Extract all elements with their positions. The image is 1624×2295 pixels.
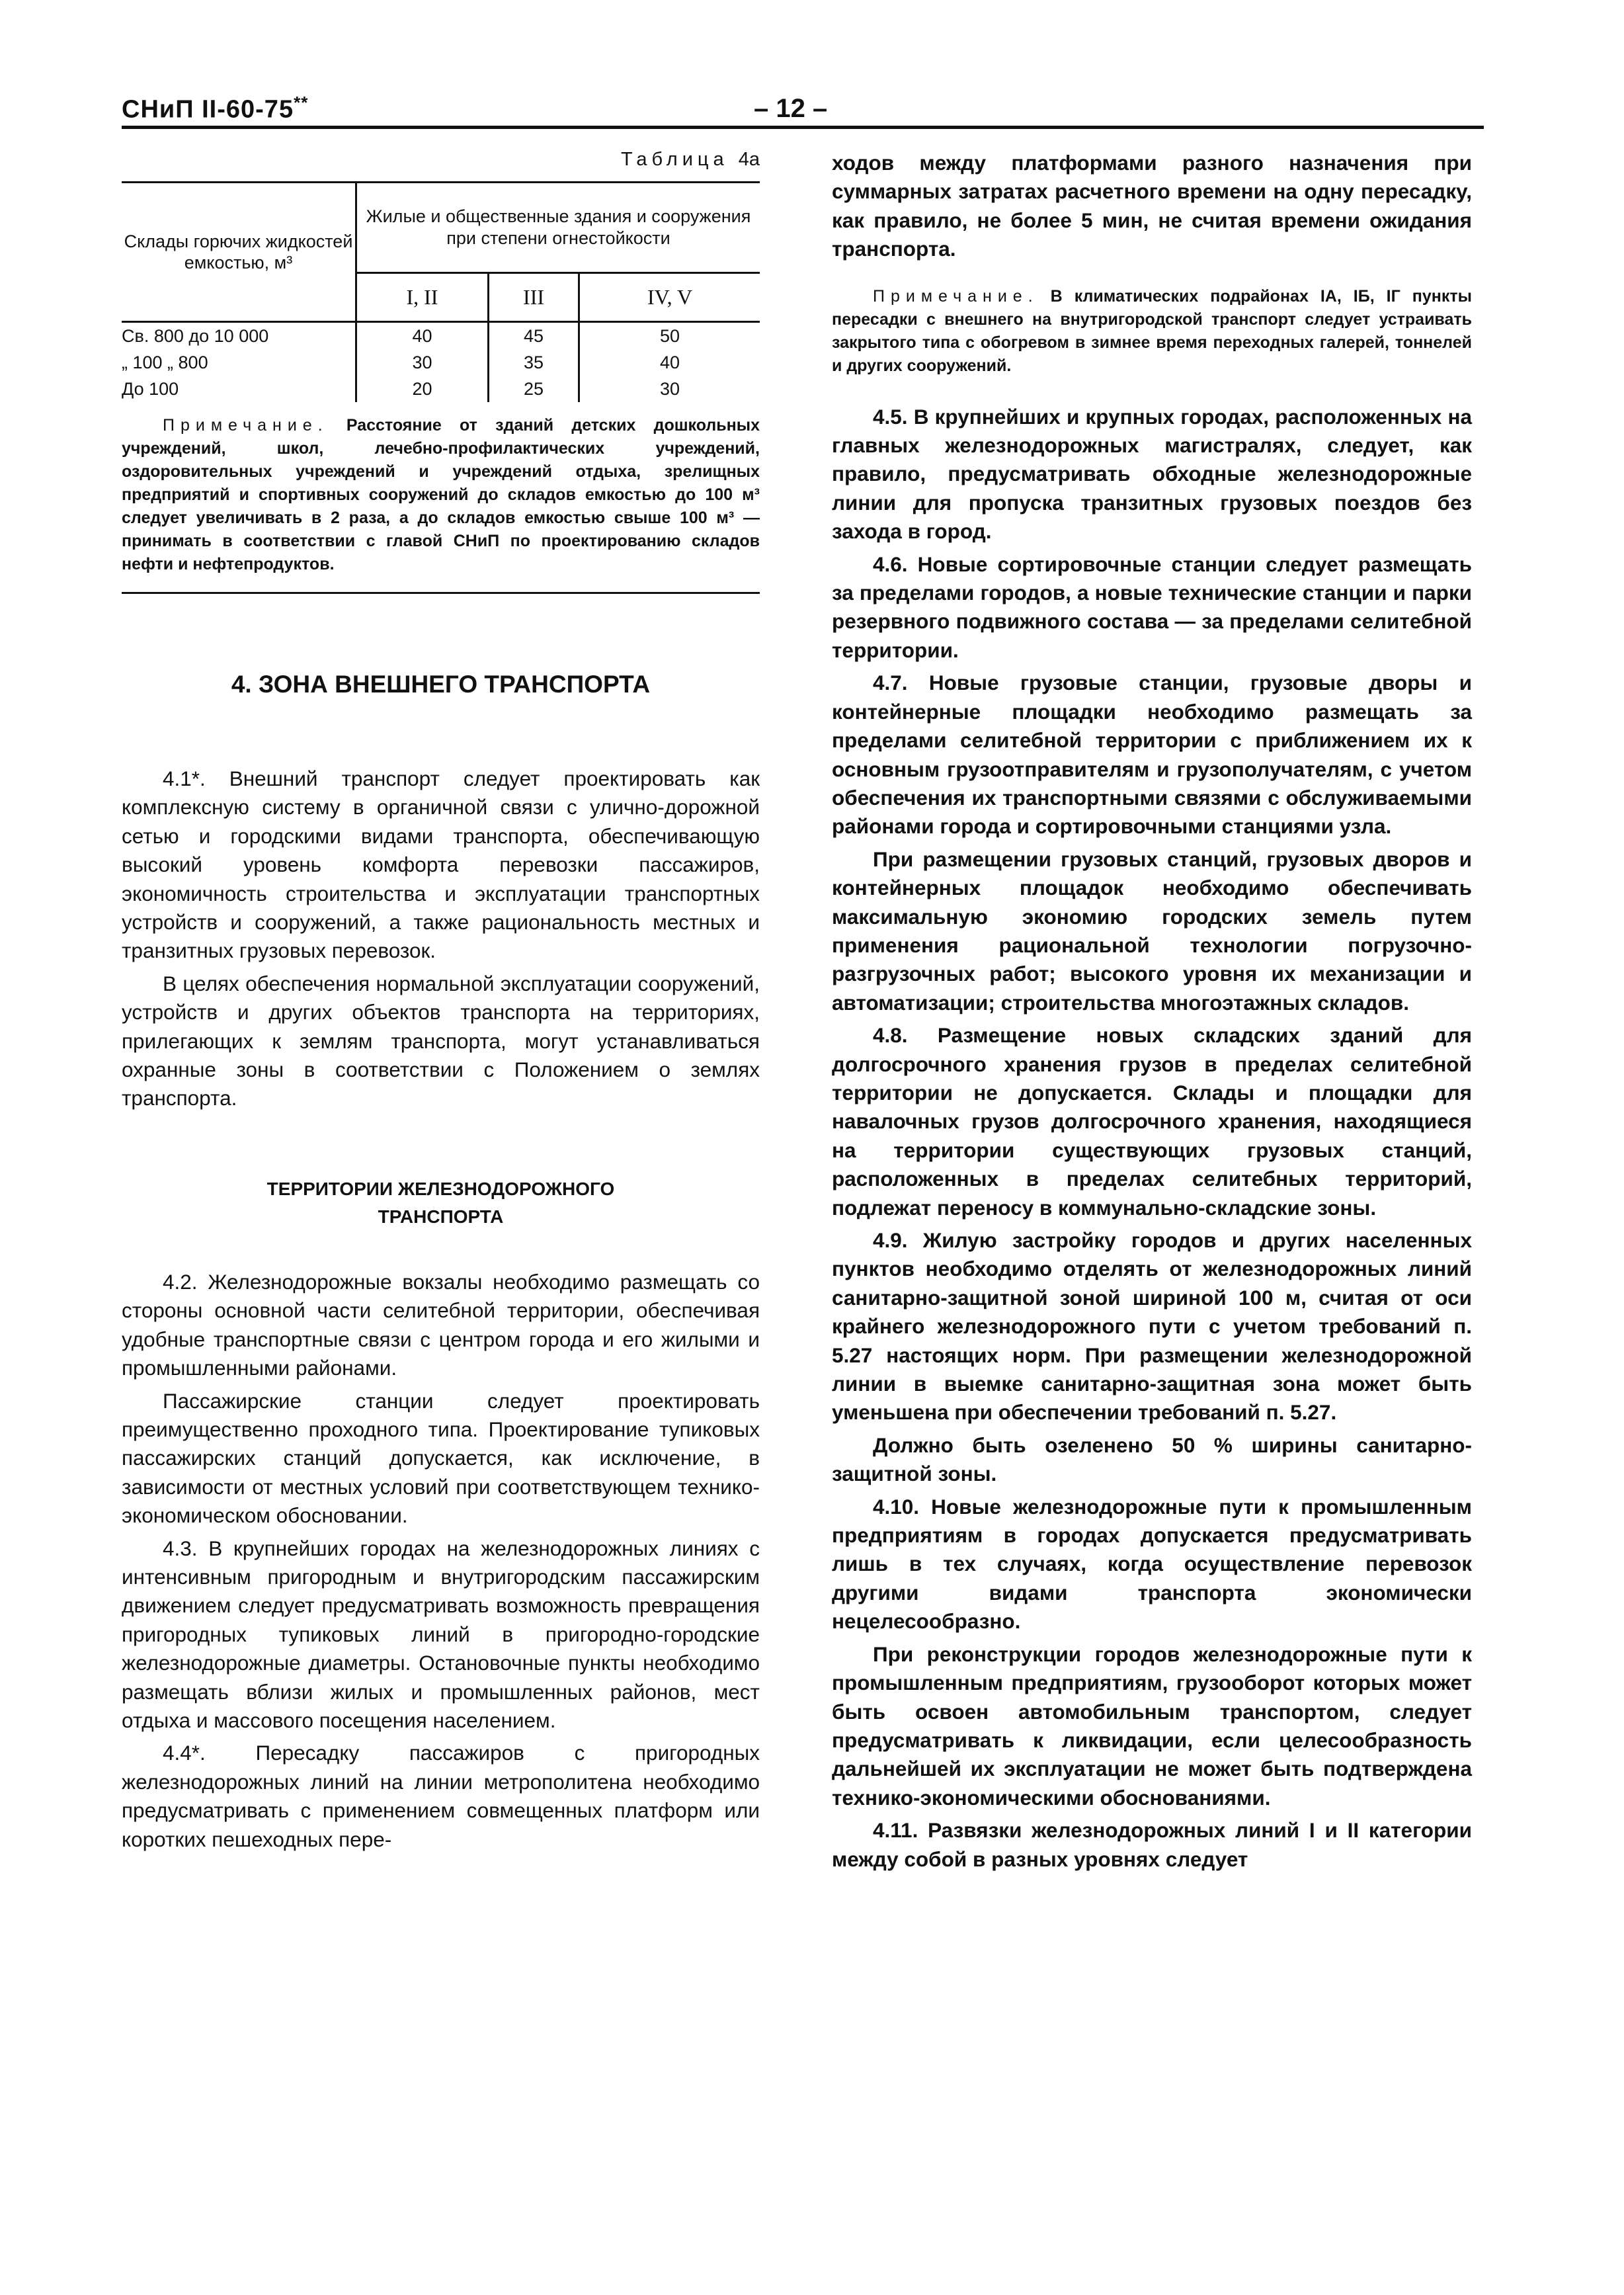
paragraph-4-4: 4.4*. Пересадку пассажиров с пригородных железнодорожных линий на линии метрополитена необходимо предусматривать с применением совмещенных платформ или коротких пешеходных пере- — [122, 1741, 760, 1851]
paragraph-4-9b: Должно быть озеленено 50 % ширины санитарно-защитной зоны. — [832, 1433, 1472, 1486]
table-cell: 45 — [488, 322, 579, 350]
table-cell: 30 — [356, 349, 489, 376]
paragraph-4-10: 4.10. Новые железнодорожные пути к промышленным предприятиям в городах допускается предусматривать лишь в тех случаях, когда осуществление перевозок другими видами транспорта экономически нецелесообразно. — [832, 1494, 1472, 1634]
table-cell: 35 — [488, 349, 579, 376]
table-cell: Св. 800 до 10 000 — [122, 322, 356, 350]
paragraph-continuation: ходов между платформами разного назначения при суммарных затратах расчетного времени на одну пересадку, как правило, не более 5 мин, не считая времени ожидания транспорта. — [832, 151, 1472, 261]
table-cell: „ 100 „ 800 — [122, 349, 356, 376]
paragraph-4-8: 4.8. Размещение новых складских зданий для долгосрочного хранения грузов в пределах селитебной территории не допускается. Склады и площадки для навалочных грузов долгосрочного хранения, находящиеся на территории существующих грузовых станций, расположенных в пределах селитебных территорий, подлежат переносу в коммунально-складские зоны. — [832, 1023, 1472, 1220]
table-4a — [122, 181, 760, 402]
paragraph-4-7b: При размещении грузовых станций, грузовых дворов и контейнерных площадок необходимо обеспечивать максимальную экономию городских земель путем применения рациональной технологии погрузочно-разгрузочных работ; высокого уровня их механизации и автоматизации; строительства многоэтажных складов. — [832, 847, 1472, 1015]
table-cell: 40 — [356, 322, 489, 350]
table-subheader: IV, V — [579, 272, 760, 321]
table-caption: Таблица 4а — [620, 149, 760, 170]
paragraph-4-1b: В целях обеспечения нормальной эксплуатации сооружений, устройств и других объектов транспорта на территориях, прилегающих к землям транспорта, могут устанавливаться охранные зоны в соответствии с Положением о землях транспорта. — [122, 971, 760, 1110]
table-cell: 30 — [660, 379, 680, 399]
table-cell: 50 — [660, 326, 680, 346]
table-subheader: I, II — [356, 272, 489, 321]
left-column — [122, 149, 760, 1858]
paragraph-4-3: 4.3. В крупнейших городах на железнодорожных линиях с интенсивным пригородным и внутригородским пассажирским движением следует предусматривать возможность превращения пригородных тупиковых линий в пригородно-городские железнодорожные диаметры. Остановочные пункты необходимо размещать вблизи жилых и промышленных районов, мест отдыха и массового посещения населением. — [122, 1536, 760, 1732]
paragraph-4-10b: При реконструкции городов железнодорожные пути к промышленным предприятиям, грузооборот которых может быть освоен автомобильным транспортом, следует предусматривать к ликвидации, если целесообразность дальнейшей их эксплуатации не может быть подтверждена технико-экономическими обоснованиями. — [832, 1642, 1472, 1810]
paragraph-4-5: 4.5. В крупнейших и крупных городах, расположенных на главных железнодорожных магистралях, следует, как правило, предусматривать обходные железнодорожные линии для пропуска транзитных грузовых поездов без захода в город. — [832, 404, 1472, 544]
paragraph-4-2: 4.2. Железнодорожные вокзалы необходимо размещать со стороны основной части селитебной территории, обеспечивая удобные транспортные связи с центром города и его жилыми и промышленными районами. — [122, 1269, 760, 1380]
document-code: СНиП II-60-75** — [122, 93, 309, 124]
paragraph-4-11: 4.11. Развязки железнодорожных линий I и II категории между собой в разных уровнях следует — [832, 1818, 1472, 1871]
table-subheader: III — [488, 272, 579, 321]
paragraph-4-1: 4.1*. Внешний транспорт следует проектировать как комплексную систему в органичной связи с улично-дорожной сетью и городскими видами транспорта, обеспечивающую высокий уровень комфорта перевозки пассажиров, экономичность строительства и эксплуатации транспортных устройств и сооружений, а также рациональность местных и транзитных грузовых перевозок. — [122, 767, 760, 963]
table-note: Примечание. Расстояние от зданий детских дошкольных учреждений, школ, лечебно-профилактических учреждений, оздоровительных учреждений и учреждений отдыха, зрелищных предприятий и спортивных сооружений до складов емкостью до 100 м³ следует увеличивать в 2 раза, а до складов емкостью свыше 100 м³ — принимать в соответствии с главой СНиП по проектированию складов нефти и нефтепродуктов. — [122, 416, 760, 573]
table-row — [122, 376, 760, 402]
table-header-storage: Склады горючих жидкостей емкостью, м³ — [122, 183, 356, 322]
right-column — [832, 149, 1472, 1878]
table-cell: 40 — [660, 353, 680, 372]
section-title: 4. ЗОНА ВНЕШНЕГО ТРАНСПОРТА — [231, 671, 651, 698]
page-number: – 12 – — [754, 94, 828, 123]
table-header-buildings: Жилые и общественные здания и сооружения при степени огнестойкости — [356, 183, 760, 273]
paragraph-4-9: 4.9. Жилую застройку городов и других населенных пунктов необходимо отделять от железнодорожных линий санитарно-защитной зоной шириной 100 м, считая от оси крайнего железнодорожного пути с учетом требований п. 5.27 настоящих норм. При размещении железнодорожной линии в выемке санитарно-защитная зона может быть уменьшена при обеспечении требований п. 5.27. — [832, 1228, 1472, 1425]
table-cell: 25 — [488, 376, 579, 402]
subsection-title — [122, 1175, 760, 1231]
transfer-note: Примечание. В климатических подрайонах IА, IБ, IГ пункты пересадки с внешнего на внутригородской транспорт следует устраивать закрытого типа с обогревом в зимнее время переходных галерей, тоннелей и других сооружений. — [832, 286, 1472, 375]
paragraph-4-7: 4.7. Новые грузовые станции, грузовые дворы и контейнерные площадки необходимо размещать за пределами селитебной территории с приближением их к основным грузоотправителям и грузополучателям, с учетом обеспечения их транспортными связями с обслуживаемыми районами города и сортировочными станциями узла. — [832, 671, 1472, 839]
table-cell: До 100 — [122, 376, 356, 402]
header-rule — [122, 126, 1484, 129]
table-bottom-rule — [122, 592, 760, 594]
subsection-title-line: ТРАНСПОРТА — [378, 1206, 504, 1227]
subsection-title-line: ТЕРРИТОРИИ ЖЕЛЕЗНОДОРОЖНОГО — [266, 1178, 615, 1199]
table-row — [122, 349, 760, 376]
paragraph-4-2b: Пассажирские станции следует проектировать преимущественно проходного типа. Проектирование тупиковых пассажирских станций допускается, как исключение, в зависимости от местных условий при соответствующем технико-экономическом обосновании. — [122, 1388, 760, 1528]
table-row — [122, 322, 760, 350]
paragraph-4-6: 4.6. Новые сортировочные станции следует размещать за пределами городов, а новые технические станции и парки резервного подвижного состава — за пределами селитебной территории. — [832, 552, 1472, 662]
table-cell: 20 — [356, 376, 489, 402]
